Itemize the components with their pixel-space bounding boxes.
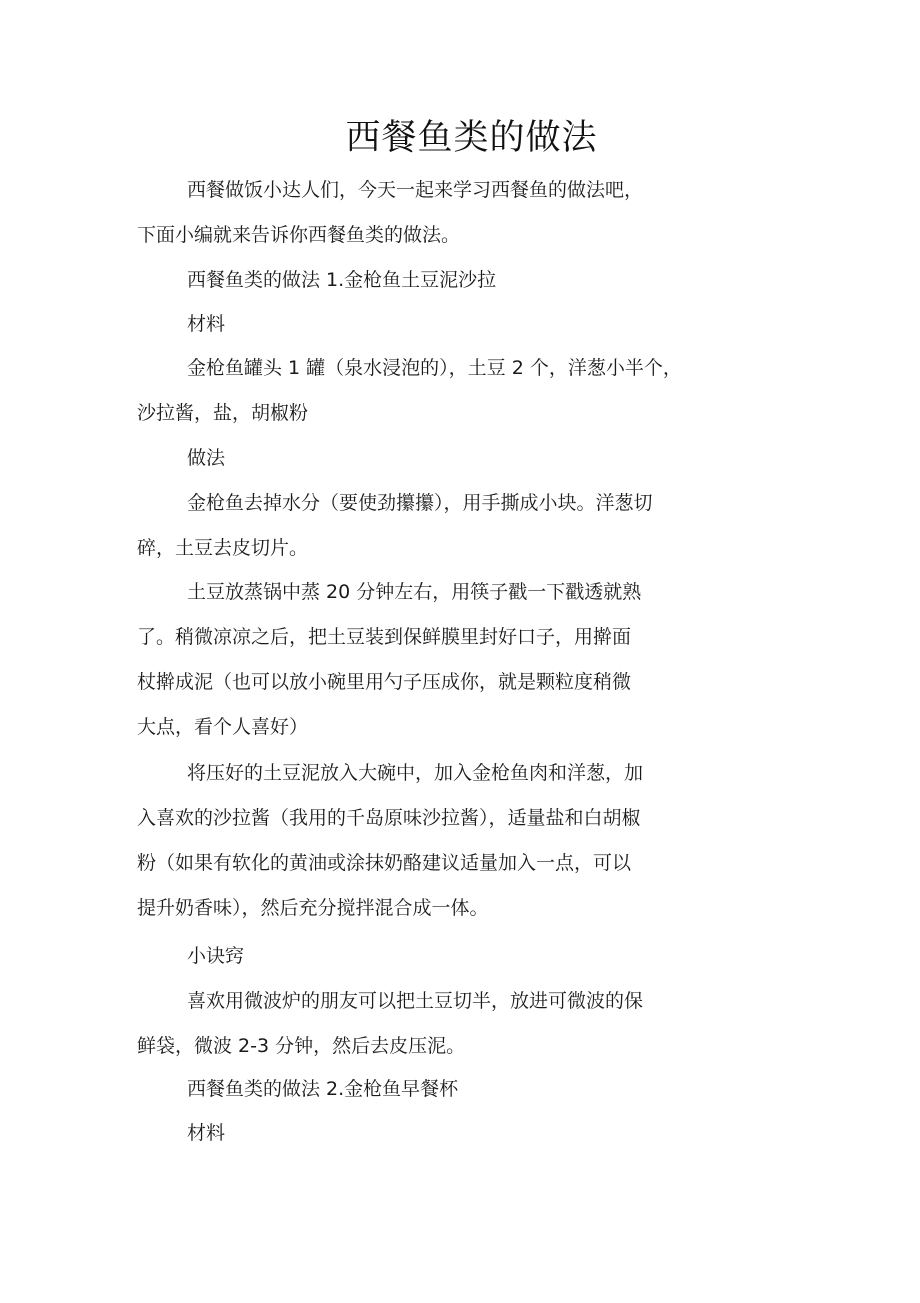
paragraph-line: 沙拉酱，盐，胡椒粉 bbox=[137, 402, 309, 424]
paragraph-line: 杖擀成泥（也可以放小碗里用勺子压成你，就是颗粒度稍微 bbox=[137, 671, 632, 693]
paragraph-line: 大点，看个人喜好） bbox=[137, 716, 309, 738]
paragraph-line: 小诀窍 bbox=[187, 945, 245, 967]
materials-label-1 bbox=[137, 302, 737, 347]
method-step-1 bbox=[137, 481, 737, 571]
paragraph-line: 做法 bbox=[187, 447, 226, 469]
paragraph-line: 粉（如果有软化的黄油或涂抹奶酪建议适量加入一点，可以 bbox=[137, 852, 632, 874]
tips-paragraph bbox=[137, 979, 737, 1069]
section-heading-1 bbox=[137, 258, 737, 303]
paragraph-line: 金枪鱼去掉水分（要使劲攥攥），用手撕成小块。洋葱切 bbox=[187, 492, 653, 514]
paragraph-line: 西餐做饭小达人们，今天一起来学习西餐鱼的做法吧， bbox=[187, 179, 644, 201]
section-heading-2 bbox=[137, 1067, 737, 1112]
paragraph-line: 土豆放蒸锅中蒸 20 分钟左右，用筷子戳一下戳透就熟 bbox=[187, 581, 642, 603]
paragraph-line: 碎，土豆去皮切片。 bbox=[137, 537, 309, 559]
method-step-3 bbox=[137, 751, 737, 931]
paragraph-line: 入喜欢的沙拉酱（我用的千岛原味沙拉酱），适量盐和白胡椒 bbox=[137, 807, 641, 829]
paragraph-line: 材料 bbox=[187, 313, 226, 335]
paragraph-line: 材料 bbox=[187, 1122, 226, 1144]
paragraph-line: 西餐鱼类的做法 2.金枪鱼早餐杯 bbox=[187, 1078, 459, 1100]
tips-label bbox=[137, 934, 737, 979]
paragraph-line: 西餐鱼类的做法 1.金枪鱼土豆泥沙拉 bbox=[187, 269, 497, 291]
materials-label-2 bbox=[137, 1111, 737, 1156]
paragraph-line: 鲜袋，微波 2-3 分钟，然后去皮压泥。 bbox=[137, 1035, 466, 1057]
materials-list-1 bbox=[137, 346, 737, 436]
intro-paragraph bbox=[137, 168, 737, 258]
paragraph-line: 提升奶香味），然后充分搅拌混合成一体。 bbox=[137, 897, 489, 919]
method-step-2 bbox=[137, 570, 737, 750]
document-title: 西餐鱼类的做法 bbox=[345, 118, 598, 158]
paragraph-line: 将压好的土豆泥放入大碗中，加入金枪鱼肉和洋葱，加 bbox=[187, 762, 644, 784]
paragraph-line: 金枪鱼罐头 1 罐（泉水浸泡的），土豆 2 个，洋葱小半个， bbox=[187, 357, 682, 379]
paragraph-line: 下面小编就来告诉你西餐鱼类的做法。 bbox=[137, 224, 461, 246]
method-label-1 bbox=[137, 436, 737, 481]
paragraph-line: 了。稍微凉凉之后，把土豆装到保鲜膜里封好口子，用擀面 bbox=[137, 626, 632, 648]
paragraph-line: 喜欢用微波炉的朋友可以把土豆切半，放进可微波的保 bbox=[187, 990, 644, 1012]
